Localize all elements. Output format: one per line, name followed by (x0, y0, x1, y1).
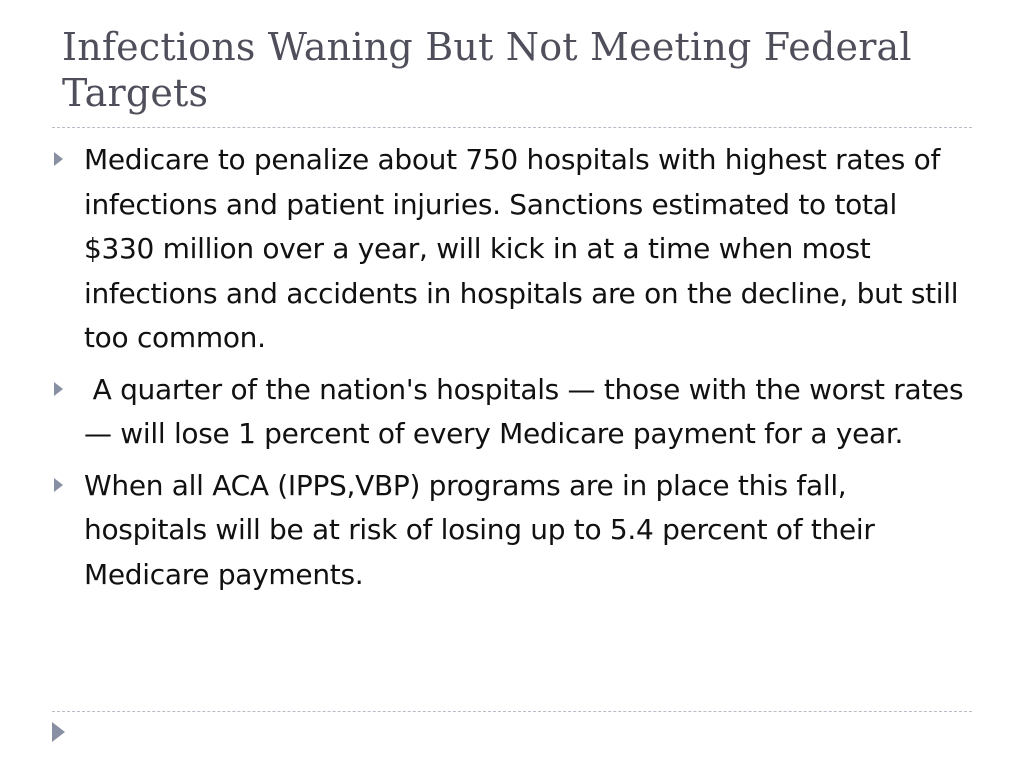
next-arrow-icon[interactable] (52, 722, 65, 742)
bullet-item (52, 368, 972, 457)
title-divider (52, 127, 972, 128)
bullet-list (52, 138, 972, 604)
triangle-bullet-icon (54, 478, 63, 492)
bullet-text: When all ACA (IPPS,VBP) programs are in place this fall, hospitals will be at risk of losing up to 5.4 percent of their Medicare payments. (84, 468, 875, 591)
triangle-bullet-icon (54, 152, 63, 166)
bullet-text: Medicare to penalize about 750 hospitals with highest rates of infections and patient injuries. Sanctions estimated to total $330 million over a year, will kick in at a time when most infections and accidents in hospitals are on the decline, but still too common. (84, 143, 959, 354)
footer-divider (52, 711, 972, 712)
bullet-item (52, 138, 967, 361)
bullet-item (52, 464, 967, 598)
triangle-bullet-icon (54, 382, 63, 396)
bullet-text: A quarter of the nation's hospitals — those with the worst rates — will lose 1 percent of every Medicare payment for a year. (84, 372, 972, 450)
slide-title: Infections Waning But Not Meeting Federal Targets (62, 25, 912, 115)
